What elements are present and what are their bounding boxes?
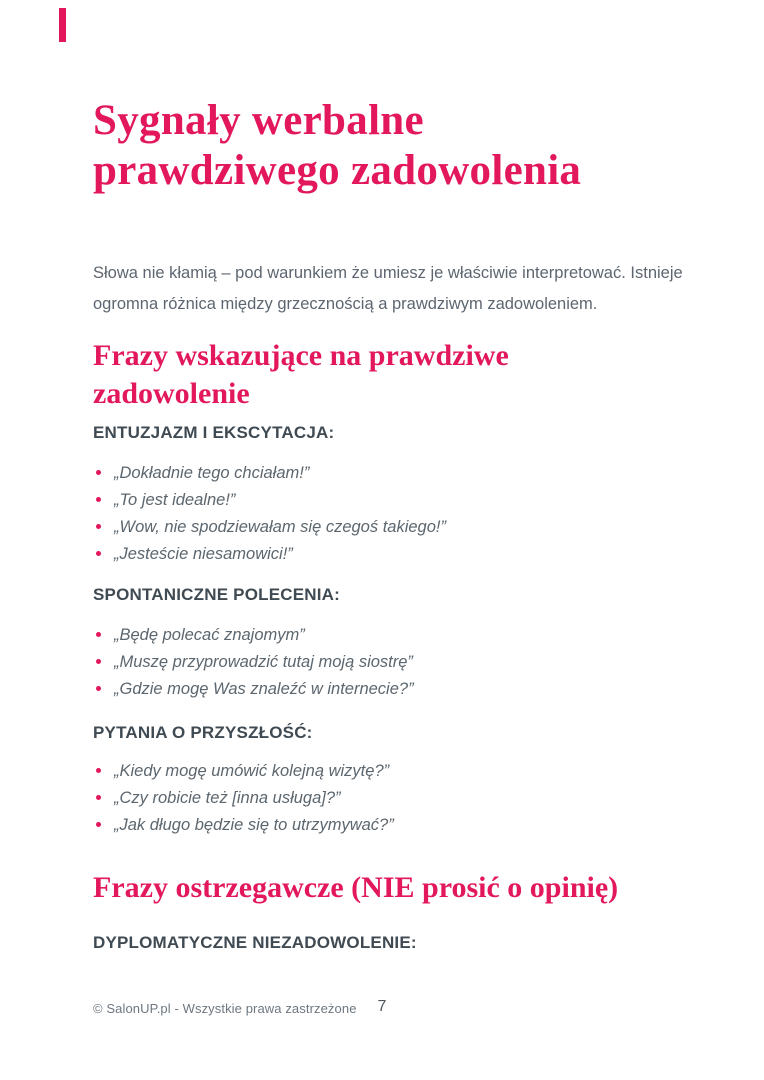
bullet-icon	[96, 768, 101, 773]
quote-text: „Jesteście niesamowici!”	[114, 545, 293, 563]
quote-text: „Będę polecać znajomym”	[114, 626, 305, 644]
quote-text: „Kiedy mogę umówić kolejną wizytę?”	[114, 762, 390, 780]
list-item	[93, 788, 394, 808]
footer-copyright: © SalonUP.pl - Wszystkie prawa zastrzeżone	[93, 1001, 357, 1016]
quote-text: „Jak długo będzie się to utrzymywać?”	[114, 816, 394, 834]
page-number: 7	[377, 998, 387, 1015]
quote-text: „Dokładnie tego chciałam!”	[114, 464, 310, 482]
bullet-icon	[96, 632, 101, 637]
quote-text: „Wow, nie spodziewałam się czegoś takiego!”	[114, 518, 446, 536]
intro-paragraph	[93, 258, 683, 320]
list-item	[93, 761, 394, 781]
page-title	[93, 96, 581, 196]
quote-list-future-questions	[93, 761, 394, 842]
section-heading-warning: Frazy ostrzegawcze (NIE prosić o opinię)	[93, 871, 619, 904]
bullet-icon	[96, 659, 101, 664]
bullet-icon	[96, 551, 101, 556]
bullet-icon	[96, 795, 101, 800]
quote-list-enthusiasm	[93, 463, 446, 571]
section-heading-positive-line1: Frazy wskazujące na prawdziwe	[93, 339, 509, 372]
bullet-icon	[96, 470, 101, 475]
list-item	[93, 463, 446, 483]
bullet-icon	[96, 822, 101, 827]
list-item	[93, 544, 446, 564]
page-accent-mark	[59, 8, 66, 42]
quote-text: „Gdzie mogę Was znaleźć w internecie?”	[114, 680, 414, 698]
bullet-icon	[96, 686, 101, 691]
list-item	[93, 625, 414, 645]
group-label-diplomatic-dissatisfaction: DYPLOMATYCZNE NIEZADOWOLENIE:	[93, 933, 417, 952]
group-label-referrals: SPONTANICZNE POLECENIA:	[93, 585, 341, 604]
intro-line1: Słowa nie kłamią – pod warunkiem że umiesz je właściwie interpretować. Istnieje	[93, 264, 683, 282]
intro-line2: ogromna różnica między grzecznością a prawdziwym zadowoleniem.	[93, 295, 598, 313]
page-title-line2: prawdziwego zadowolenia	[93, 147, 582, 194]
list-item	[93, 815, 394, 835]
bullet-icon	[96, 524, 101, 529]
group-label-future-questions: PYTANIA O PRZYSZŁOŚĆ:	[93, 723, 313, 742]
list-item	[93, 490, 446, 510]
quote-list-referrals	[93, 625, 414, 706]
list-item	[93, 679, 414, 699]
group-label-enthusiasm: ENTUZJAZM I EKSCYTACJA:	[93, 423, 335, 442]
quote-text: „Czy robicie też [inna usługa]?”	[114, 789, 341, 807]
bullet-icon	[96, 497, 101, 502]
quote-text: „Muszę przyprowadzić tutaj moją siostrę”	[114, 653, 413, 671]
quote-text: „To jest idealne!”	[114, 491, 236, 509]
section-heading-positive	[93, 337, 509, 413]
list-item	[93, 652, 414, 672]
section-heading-positive-line2: zadowolenie	[93, 377, 250, 410]
page-title-line1: Sygnały werbalne	[93, 97, 424, 144]
list-item	[93, 517, 446, 537]
